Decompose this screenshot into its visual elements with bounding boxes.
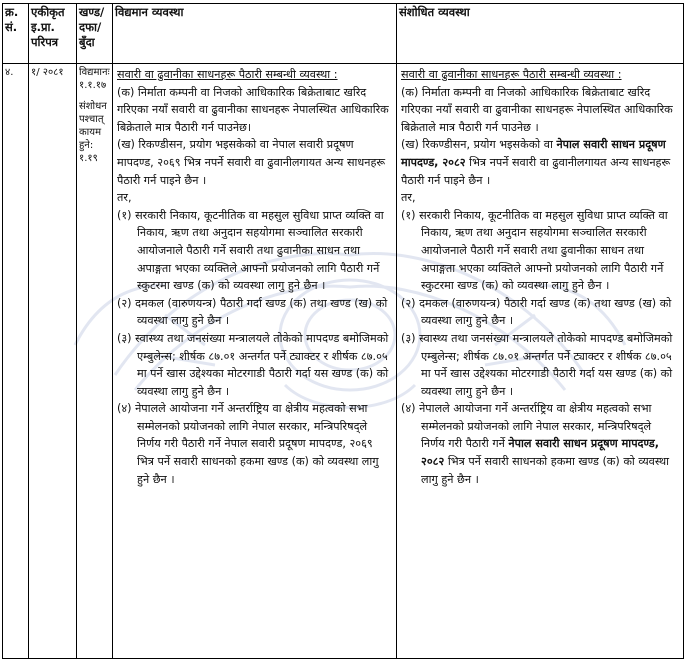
existing-proviso-4: (४) नेपालले आयोजना गर्ने अन्तर्राष्ट्रिय वा क्षेत्रीय महत्वको सभा सम्मेलनको प्रयोजनको लागि नेपाल सरकार, मन्त्रिपरिषद्ले निर्णय गरी पैठारी गर्ने नेपाल सवारी प्रदूषण मापदण्ड, २०६९ भित्र पर्ने सवारी साधनको हकमा खण्ड (क) को व्यवस्था लागु हुने छैन । — [117, 402, 379, 486]
table-row — [3, 64, 684, 659]
existing-proviso-3: (३) स्वास्थ्य तथा जनसंख्या मन्त्रालयले तोकेको मापदण्ड बमोजिमको एम्बुलेन्स; शीर्षक ८७.०१ अन्तर्गत पर्ने ट्याक्टर र शीर्षक ८७.०५ मा पर्ने खास उद्देश्यका मोटरगाडी पैठारी गर्दा यस खण्ड (क) को व्यवस्था लागु हुने छैन । — [117, 331, 389, 398]
section-existing: विद्यमानः १.१.१७ — [79, 67, 110, 91]
revised-proviso-1: (१) सरकारी निकाय, कूटनीतिक वा महसुल सुविधा प्राप्त व्यक्ति वा निकाय, ऋण तथा अनुदान सहयोगमा सञ्चालित सरकारी आयोजनाले पैठारी गर्ने सवारी तथा ढुवानीका साधन तथा अपाङ्गता भएका व्यक्तिले आफ्नो प्रयोजनको लागि पैठारी गर्ने स्कुटरमा खण्ड (क) को व्यवस्था लागु हुने छैन । — [401, 208, 668, 293]
cell-ref: १/ २०८१ — [29, 64, 77, 659]
header-section: खण्ड/ दफा/ बुँदा — [77, 4, 113, 64]
revised-p4-highlight: नेपाल सवारी साधन प्रदूषण मापदण्ड, २०८२ — [421, 437, 660, 469]
existing-title: सवारी वा ढुवानीका साधनहरू पैठारी सम्बन्धी व्यवस्था : — [117, 68, 338, 81]
revised-p4-text-a: (४) नेपालले आयोजना गर्ने अन्तर्राष्ट्रिय वा क्षेत्रीय महत्वको सभा सम्मेलनको प्रयोजनको लागि नेपाल सरकार, मन्त्रिपरिषद्ले निर्णय गरी पैठारी गर्ने — [401, 402, 652, 451]
header-revised: संशोधित व्यवस्था — [397, 4, 684, 64]
header-ref: एकीकृत इ.प्रा. परिपत्र — [29, 4, 77, 64]
revised-proviso-3: (३) स्वास्थ्य तथा जनसंख्या मन्त्रालयले तोकेको मापदण्ड बमोजिमको एम्बुलेन्स; शीर्षक ८७.०१ अन्तर्गत पर्ने ट्याक्टर र शीर्षक ८७.०५ मा पर्ने खास उद्देश्यका मोटरगाडी पैठारी गर्दा यस खण्ड (क) को व्यवस्था लागु हुने छैन । — [401, 331, 673, 398]
existing-proviso: तर, — [117, 191, 132, 205]
section-revised: संशोधन पश्चात् कायम हुने: १.१९ — [79, 101, 107, 164]
revised-proviso-4 — [401, 400, 678, 488]
table-header-row — [3, 4, 684, 64]
revised-clause-kha — [401, 136, 678, 189]
existing-clause-kha: (ख) रिकण्डीसन, प्रयोग भइसकेको वा नेपाल सवारी प्रदूषण मापदण्ड, २०६९ भित्र नपर्ने सवारी वा ढुवानीलगायत अन्य साधनहरू पैठारी गर्न पाइने छैन । — [117, 138, 386, 187]
revised-clause-ka: (क) निर्माता कम्पनी वा निजको आधिकारिक बिक्रेताबाट खरिद गरिएका नयाँ सवारी वा ढुवानीका साधनहरू नेपालस्थित आधिकारिक बिक्रेताले मात्र पैठारी गर्न पाउनेछ । — [401, 85, 673, 134]
comparison-table — [2, 3, 684, 659]
existing-clause-ka: (क) निर्माता कम्पनी वा निजको आधिकारिक बिक्रेताबाट खरिद गरिएका नयाँ सवारी वा ढुवानीका साधनहरू नेपालस्थित आधिकारिक बिक्रेताले मात्र पैठारी गर्न पाउनेछ। — [117, 85, 389, 134]
revised-proviso: तर, — [401, 191, 416, 205]
cell-existing-provision — [113, 64, 397, 659]
existing-proviso-2: (२) दमकल (वारुणयन्त्र) पैठारी गर्दा खण्ड (क) तथा खण्ड (ख) को व्यवस्था लागु हुने छैन । — [117, 296, 388, 328]
header-sn: क्र. सं. — [3, 4, 29, 64]
revised-kha-text-a: (ख) रिकण्डीसन, प्रयोग भइसकेको वा — [401, 138, 557, 152]
cell-revised-provision — [397, 64, 684, 659]
revised-kha-text-c: भित्र नपर्ने सवारी वा ढुवानीलगायत अन्य साधनहरू पैठारी गर्न पाइने छैन । — [401, 155, 671, 187]
revised-proviso-2: (२) दमकल (वारुणयन्त्र) पैठारी गर्दा खण्ड (क) तथा खण्ड (ख) को व्यवस्था लागु हुने छैन । — [401, 296, 672, 328]
existing-proviso-1: (१) सरकारी निकाय, कूटनीतिक वा महसुल सुविधा प्राप्त व्यक्ति वा निकाय, ऋण तथा अनुदान सहयोगमा सञ्चालित सरकारी आयोजनाले पैठारी गर्ने सवारी तथा ढुवानीका साधन तथा अपाङ्गता भएका व्यक्तिले आफ्नो प्रयोजनको लागि पैठारी गर्ने स्कुटरमा खण्ड (क) को व्यवस्था लागु हुने छैन । — [117, 208, 384, 293]
header-existing: विद्यमान व्यवस्था — [113, 4, 397, 64]
revised-kha-highlight: नेपाल सवारी साधन प्रदूषण मापदण्ड, २०८२ — [401, 138, 666, 169]
cell-section — [77, 64, 113, 659]
revised-p4-text-c: भित्र पर्ने सवारी साधनको हकमा खण्ड (क) को व्यवस्था लागु हुने छैन । — [421, 455, 670, 486]
cell-sn: ४. — [3, 64, 29, 659]
revised-title: सवारी वा ढुवानीका साधनहरू पैठारी सम्बन्धी व्यवस्था : — [401, 68, 622, 81]
